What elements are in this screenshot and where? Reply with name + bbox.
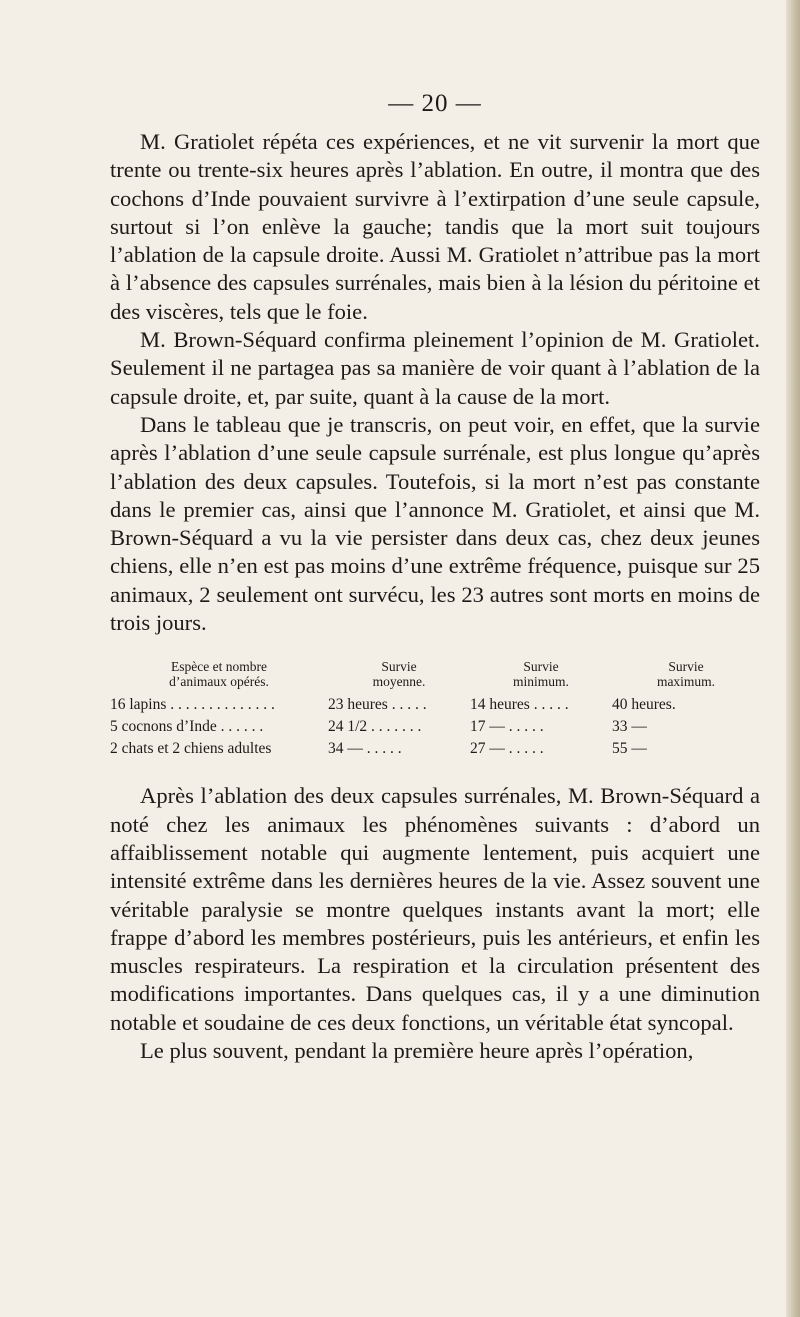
cell-min: 14 heures . . . . . — [470, 696, 569, 714]
paragraph-tableau: Dans le tableau que je transcris, on peut voir, en effet, que la survie après l’ablation d’une seule capsule surrénale, est plus longue qu’après l’ablation des deux capsules. Toutefois, si la mort n’est pas constante dans le premier cas, ainsi que l’annonce M. Gratiolet, et ainsi que M. Brown-Séquard a vu la vie persister dans deux cas, chez deux jeunes chiens, elle n’en est pas moins d’une extrême fréquence, puisque sur 25 animaux, 2 seulement ont survécu, les 23 autres sont morts en moins de trois jours. — [110, 411, 760, 636]
cell-species: 16 lapins . . . . . . . . . . . . . . — [110, 696, 275, 714]
cell-min: 17 — . . . . . — [470, 718, 544, 736]
table-row — [110, 716, 760, 738]
paragraph-phenomenes: Après l’ablation des deux capsules surrénales, M. Brown-Séquard a noté chez les animaux les phénomènes suivants : d’abord un affaiblissement notable qui augmente lentement, puis acquiert une intensité extrême dans les dernières heures de la vie. Assez souvent une véritable paralysie se montre quelques instants avant la mort; elle frappe d’abord les membres postérieurs, puis les antérieurs, et enfin les muscles respirateurs. La respiration et la circulation présentent des modifications importantes. Dans quelques cas, il y a une diminution notable et soudaine de ces deux fonctions, un véritable état syncopal. — [110, 783, 760, 1035]
table-row — [110, 738, 760, 760]
cell-max: 55 — — [612, 740, 647, 758]
cell-max: 33 — — [612, 718, 647, 736]
cell-species: 2 chats et 2 chiens adultes — [110, 740, 272, 758]
survival-table — [110, 659, 760, 760]
header-min: Survie minimum. — [513, 659, 569, 690]
header-max: Survie maximum. — [656, 659, 716, 690]
cell-min: 27 — . . . . . — [470, 740, 544, 758]
header-mean: Survie moyenne. — [372, 659, 426, 690]
paragraph-continued: Le plus souvent, pendant la première heure après l’opération, — [140, 1038, 694, 1064]
table-row — [110, 694, 760, 716]
cell-species: 5 cocnons d’Inde . . . . . . — [110, 718, 264, 736]
page-edge — [786, 0, 800, 1317]
page-number: — 20 — — [388, 90, 482, 117]
header-species: Espèce et nombre d’animaux opérés. — [169, 659, 269, 690]
paragraph-brown-sequard: M. Brown-Séquard confirma pleinement l’opinion de M. Gratiolet. Seulement il ne partagea pas sa manière de voir quant à l’ablation de la capsule droite, et, par suite, quant à la cause de la mort. — [110, 327, 760, 409]
table-header-row — [110, 659, 760, 694]
cell-mean: 34 — . . . . . — [328, 740, 402, 758]
cell-max: 40 heures. — [612, 696, 676, 714]
cell-mean: 23 heures . . . . . — [328, 696, 427, 714]
paragraph-gratiolet: M. Gratiolet répéta ces expériences, et ne vit survenir la mort que trente ou trente-six heures après l’ablation. En outre, il montra que des cochons d’Inde pouvaient survivre à l’extirpation d’une seule capsule, surtout si l’on enlève la gauche; tandis que la mort suit toujours l’ablation de la capsule droite. Aussi M. Gratiolet n’attribue pas la mort à l’absence des capsules surrénales, mais bien à la lésion du péritoine et des viscères, tels que le foie. — [110, 129, 760, 324]
book-page — [110, 90, 760, 1065]
cell-mean: 24 1/2 . . . . . . . — [328, 718, 422, 736]
